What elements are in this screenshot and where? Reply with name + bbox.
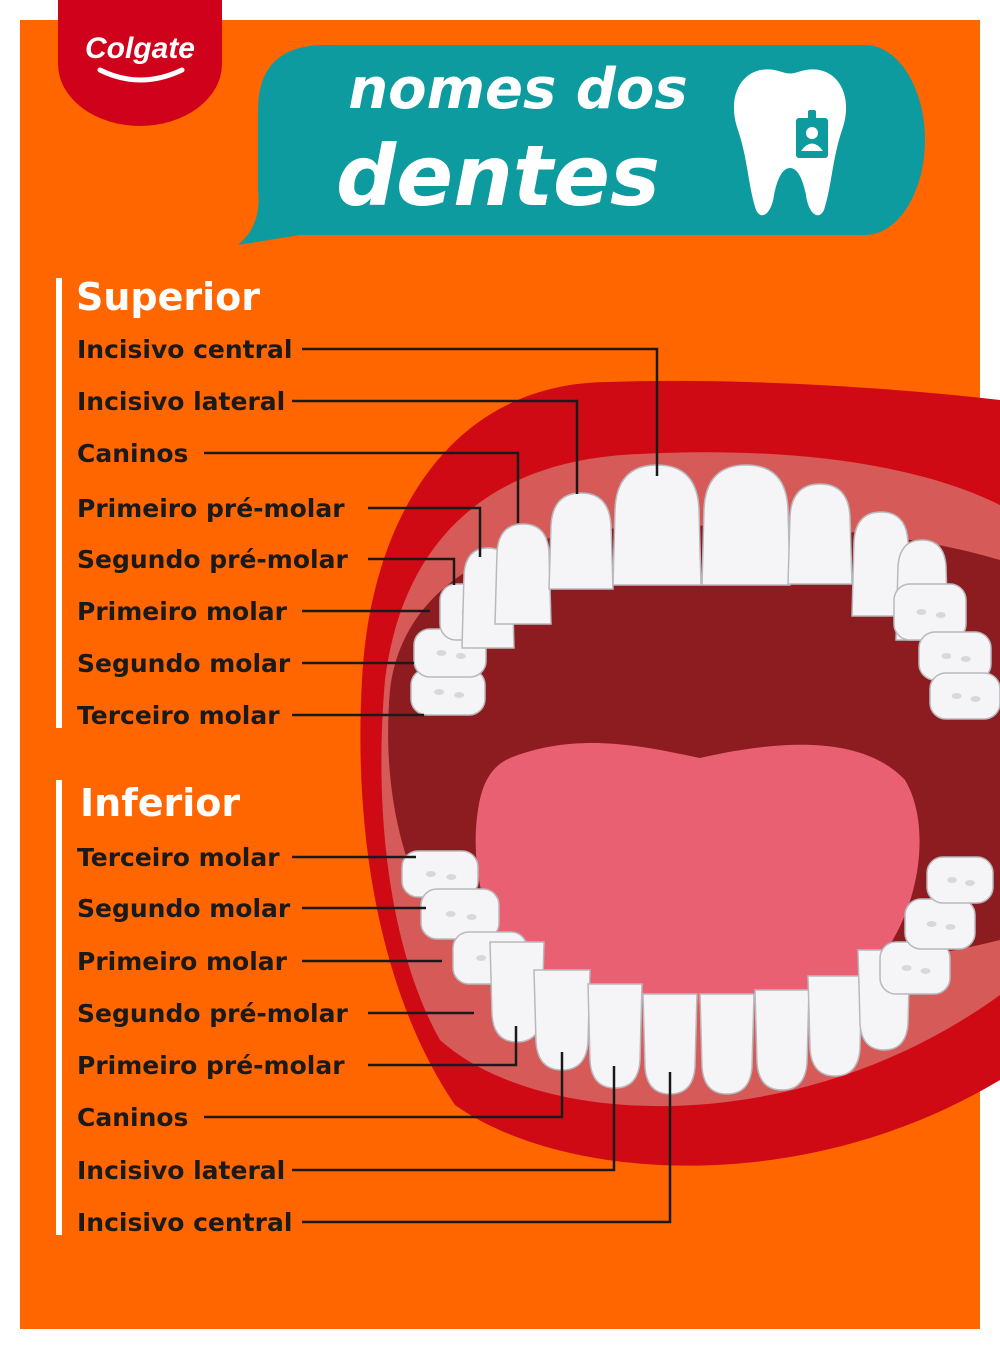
- lower-label-3: Primeiro molar: [77, 947, 287, 976]
- upper-label-4: Primeiro pré-molar: [77, 494, 345, 523]
- lower-heading: Inferior: [80, 781, 241, 825]
- lower-right-canine: [808, 976, 862, 1076]
- lower-label-6: Caninos: [77, 1103, 189, 1132]
- upper-label-6: Primeiro molar: [77, 597, 287, 626]
- upper-left-canine: [495, 524, 551, 624]
- upper-label-8: Terceiro molar: [77, 701, 280, 730]
- upper-heading: Superior: [76, 275, 261, 319]
- upper-label-3: Caninos: [77, 439, 189, 468]
- lower-right-lateral-incisor: [755, 990, 809, 1090]
- upper-right-central-incisor: [702, 465, 790, 585]
- upper-right-lateral-incisor: [788, 484, 852, 584]
- upper-left-central-incisor: [613, 465, 701, 585]
- colgate-logo: [58, 0, 222, 126]
- lower-right-second-molar: [905, 899, 975, 949]
- title-banner: [238, 45, 925, 245]
- upper-label-1: Incisivo central: [77, 335, 293, 364]
- upper-label-5: Segundo pré-molar: [77, 545, 348, 574]
- upper-right-third-molar: [930, 673, 1000, 719]
- lower-label-4: Segundo pré-molar: [77, 999, 348, 1028]
- lower-label-2: Segundo molar: [77, 894, 291, 923]
- mouth-illustration: [360, 381, 1000, 1166]
- lower-right-first-molar: [880, 942, 950, 994]
- upper-left-lateral-incisor: [549, 493, 613, 589]
- lower-label-8: Incisivo central: [77, 1208, 293, 1237]
- upper-label-2: Incisivo lateral: [77, 387, 286, 416]
- upper-label-7: Segundo molar: [77, 649, 291, 678]
- lower-right-third-molar: [927, 857, 993, 903]
- lower-label-1: Terceiro molar: [77, 843, 280, 872]
- title-line-2: dentes: [335, 127, 661, 225]
- upper-section-bar: [56, 278, 62, 728]
- brand-name: Colgate: [84, 32, 196, 65]
- lower-label-5: Primeiro pré-molar: [77, 1051, 345, 1080]
- title-line-1: nomes dos: [348, 57, 688, 122]
- lower-central-incisor: [700, 994, 754, 1094]
- lower-section-bar: [56, 780, 62, 1235]
- lower-label-7: Incisivo lateral: [77, 1156, 286, 1185]
